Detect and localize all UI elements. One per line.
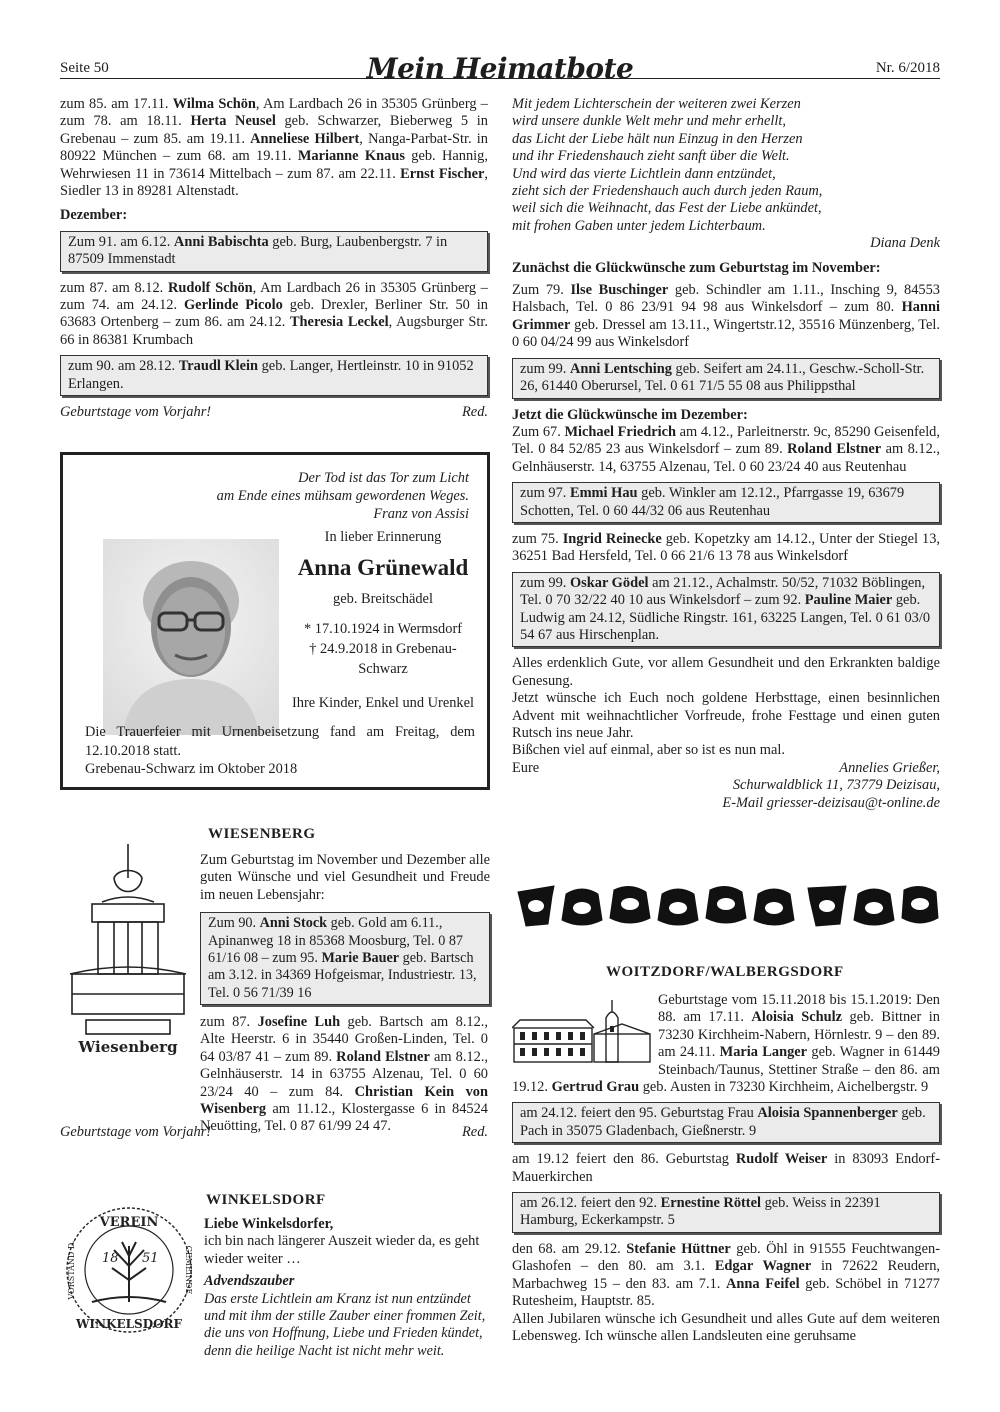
winkelsdorf-seal-icon: [64, 1206, 194, 1334]
obituary-footer: Die Trauerfeier mit Urnenbeisetzung fand am Freitag, dem 12.10.2018 statt. Grebenau-Schwarz im Oktober 2018: [85, 724, 475, 777]
issue-number: Nr. 6/2018: [875, 60, 940, 76]
obituary-quote: Der Tod ist das Tor zum Licht am Ende eines mühsam gewordenen Weges. Franz von Assisi: [216, 470, 469, 522]
highlight-box: Zum 90. Anni Stock geb. Gold am 6.11., Apinanweg 18 in 85368 Moosburg, Tel. 0 87 61/16 08 – zum 95. Marie Bauer geb. Bartsch am 3.12. in 34369 Hofgeismar, Industriestr. 13, Tel. 0 56 71/39 16: [200, 912, 490, 1005]
portrait-photo: [103, 539, 279, 735]
highlight-box: zum 99. Anni Lentsching geb. Seifert am 24.11., Geschw.-Scholl-Str. 26, 61440 Oberursel, Tel. 0 61 71/5 55 08 aus Philippsthal: [512, 358, 940, 399]
highlight-box: am 26.12. feiert den 92. Ernestine Röttel geb. Weiss in 22391 Hamburg, Eckerkampstr. 5: [512, 1192, 940, 1233]
obituary-info: In lieber Erinnerung Anna Grünewald geb. Breitschädel * 17.10.1924 in Wermsdorf † 24.9.2018 in Grebenau-Schwarz Ihre Kinder, Enkel und Urenkel: [288, 527, 478, 713]
svg-text:GEMEINDE: GEMEINDE: [184, 1245, 193, 1295]
section-heading-wiesenberg: WIESENBERG: [208, 826, 316, 842]
section-heading-woitzdorf: WOITZDORF/WALBERGSDORF: [606, 964, 844, 980]
right-column: Mit jedem Lichterschein der weiteren zwei Kerzen wird unsere dunkle Welt mehr und mehr erhellt, das Licht der Liebe hält nun Einzug in den Herzen und ihr Friedenshauch zieht sanft über die Welt. Und wird das vierte Lichtlein dann entzündet, zieht sich der Friedenshauch auch durch jeden Raum, weil sich die Weihnacht, das Fest der Liebe ankündet, mit frohen Gaben unter jedem Lichterbaum. Diana Denk Zunächst die Glückwünsche zum Geburtstag im November: Zum 79. Ilse Buschinger geb. Schindler am 1.11., Insching 9, 84553 Halsbach, Tel. 0 86 23/91 94 98 aus Winkelsdorf – zum 80. Hanni Grimmer geb. Dressel am 13.11., Wingertstr.12, 35516 Münzenberg, Tel. 0 60 04/24 99 aus Winkelsdorf zum 99. Anni Lentsching geb. Seifert am 24.11., Geschw.-Scholl-Str. 26, 61440 Oberursel, Tel. 0 61 71/5 55 08 aus Philippsthal Jetzt die Glückwünsche im Dezember: Zum 67. Michael Friedrich am 4.12., Parleitnerstr. 9c, 85290 Geisenfeld, Tel. 0 84 52/85 23 aus Winkelsdorf – zum 89. Roland Elstner am 8.12., Gelnhäuserstr. 14, 63755 Alzenau, Tel. 0 60 23/24 40 aus Reutenhau zum 97. Emmi Hau geb. Winkler am 12.12., Pfarrgasse 19, 63679 Schotten, Tel. 0 60 44/32 06 aus Reutenhau zum 75. Ingrid Reinecke geb. Kopetzky am 14.12., Unter der Stiegel 13, 36251 Bad Hersfeld, Tel. 0 66 21/6 13 78 aus Winkelsdorf zum 99. Oskar Gödel am 21.12., Achalmstr. 50/52, 71032 Böblingen, Tel. 0 70 32/22 40 10 aus Winkelsdorf – zum 92. Pauline Maier geb. Ludwig am 24.12, Südliche Ringstr. 161, 63225 Langen, Tel. 0 61 03/0 54 67 aus Hirschenplan. Alles erdenklich Gute, vor allem Gesundheit und den Erkrankten baldige Genesung. Jetzt wünsche ich Euch noch goldene Herbsttage, einen besinnlichen Advent mit weihnachtlicher Vorfreude, frohe Festtage und einen guten Rutsch ins neue Jahr. Bißchen viel auf einmal, aber so ist es nun mal. Eure Annelies Grießer, Schurwaldblick 11, 73779 Deizisau, E-Mail griesser-deizisau@t-online.de: [512, 96, 940, 811]
poem-author: Diana Denk: [870, 235, 940, 252]
left-column-top: [60, 96, 488, 422]
nov-birthdays-right: Zum 79. Ilse Buschinger geb. Schindler am 1.11., Insching 9, 84553 Halsbach, Tel. 0 86 23/91 94 98 aus Winkelsdorf – zum 80. Hanni Grimmer geb. Dressel am 13.11., Wingertstr.12, 35516 Münzenberg, Tel. 0 60 04/24 99 aus Winkelsdorf: [512, 282, 940, 351]
reinecke-entry: zum 75. Ingrid Reinecke geb. Kopetzky am 14.12., Unter der Stiegel 13, 36251 Bad Hersfeld, Tel. 0 66 21/6 13 78 aus Winkelsdorf: [512, 530, 940, 565]
deceased-name: Anna Grünewald: [297, 555, 469, 580]
winkelsdorf-text: Liebe Winkelsdorfer, ich bin nach längerer Auszeit wieder da, es geht wieder weiter … Advendszauber Das erste Lichtlein am Kranz ist nun entzündet und mit ihm der stille Zauber einer frommen Zeit, die uns von Hoffnung, Liebe und Frieden kündet, denn die heilige Nacht ist nicht mehr weit.: [204, 1216, 486, 1359]
svg-text:VORSTAND D.: VORSTAND D.: [67, 1240, 76, 1300]
newspaper-logo: Mein Heimatbote: [366, 52, 634, 85]
highlight-box: zum 90. am 28.12. Traudl Klein geb. Langer, Hertleinstr. 10 in 91052 Erlangen.: [60, 355, 488, 396]
wiesenberg-list: zum 87. Josefine Luh geb. Bartsch am 8.12., Alte Heerstr. 6 in 35440 Großen-Linden, Tel. 0 64 03/87 41 – zum 89. Roland Elstner am 8.12., Gelnhäuserstr. 14 in 63755 Alzenau, Tel. 0 60 23/24 40 – zum 84. Christian Kein von Wisenberg am 11.12., Klostergasse 6 in 84524 Neuötting, Tel. 0 87 61/99 24 47.: [200, 1014, 489, 1135]
nov-birthdays: zum 85. am 17.11. Wilma Schön, Am Lardbach 26 in 35305 Grünberg – zum 78. am 18.11. Herta Neusel geb. Schwarzer, Bieberweg 5 in Grebenau – zum 85. am 19.11. Anneliese Hilbert, Nanga-Parbat-Str. in 80922 München – zum 68. am 19.11. Marianne Knaus geb. Hannig, Wehrwiesen 11 in 73614 Mittelbach – zum 87. am 22.11. Ernst Fischer, Siedler 13 in 89281 Altenstadt.: [60, 96, 488, 200]
obituary-box: [60, 452, 490, 790]
dec-birthdays: zum 87. am 8.12. Rudolf Schön, Am Lardbach 26 in 35305 Grünberg – zum 74. am 24.12. Gerlinde Picolo geb. Drexler, Berliner Str. 50 in 63683 Ortenberg – zum 86. am 24.12. Theresia Leckel, Augsburger Str. 66 in 86381 Krumbach: [60, 279, 488, 348]
page-number: Seite 50: [60, 60, 109, 76]
dec-birthdays-right: Zum 67. Michael Friedrich am 4.12., Parleitnerstr. 9c, 85290 Geisenfeld, Tel. 0 84 52/85 23 aus Winkelsdorf – zum 89. Roland Elstner am 8.12., Gelnhäuserstr. 14, 63755 Alzenau, Tel. 0 60 23/24 40 aus Reutenhau: [512, 423, 940, 475]
note-row: Geburtstage vom Vorjahr! Red.: [60, 404, 488, 421]
svg-text:51: 51: [142, 1251, 159, 1266]
svg-text:VEREIN: VEREIN: [99, 1215, 159, 1230]
december-heading-right: Jetzt die Glückwünsche im Dezember:: [512, 406, 748, 423]
section-heading-winkelsdorf: WINKELSDORF: [206, 1192, 326, 1208]
svg-text:WINKELSDORF: WINKELSDORF: [75, 1317, 183, 1331]
bells-ornament-icon: [512, 880, 940, 932]
woitzdorf-intro: Geburtstage vom 15.11.2018 bis 15.1.2019: Den 88. am 17.11. Aloisia Schulz geb. Bittner in 73230 Kirchheim-Nabern, Hörnlestr. 9 – den 89. am 24.11. Maria Langer geb. Wagner in 61449 Steinbach/Taunus, Stettiner Straße – den 86. am 19.12. Gertrud Grau geb. Austen in 73230 Kirchheim, Aichelbergstr. 9 am 24.12. feiert den 95. Geburtstag Frau Aloisia Spannenberger geb. Pach in 35075 Gladenbach, Gießnerstr. 9 am 19.12 feiert den 86. Geburtstag Rudolf Weiser in 83093 Endorf-Mauerkirchen am 26.12. feiert den 92. Ernestine Röttel geb. Weiss in 22391 Hamburg, Eckerkampstr. 5 den 68. am 29.12. Stefanie Hüttner geb. Öhl in 91555 Feuchtwangen-Glashofen – den 80. am 3.1. Edgar Wagner in 72622 Reudern, Marbachweg 15 – den 83. am 7.1. Anna Feifel geb. Schöbel in 71277 Rutesheim, Hauptstr. 85. Allen Jubilaren wünsche ich Gesundheit und alles Gute auf dem weiteren Lebensweg. Ich wünsche allen Landsleuten eine geruhsame: [512, 992, 941, 1344]
svg-text:18: 18: [102, 1251, 119, 1266]
highlight-box: zum 99. Oskar Gödel am 21.12., Achalmstr. 50/52, 71032 Böblingen, Tel. 0 70 32/22 40 10 aus Winkelsdorf – zum 92. Pauline Maier geb. Ludwig am 24.12, Südliche Ringstr. 161, 63225 Langen, Tel. 0 61 03/0 54 67 aus Hirschenplan.: [512, 572, 940, 648]
svg-text:Wiesenberg: Wiesenberg: [78, 1038, 178, 1056]
highlight-box: am 24.12. feiert den 95. Geburtstag Frau Aloisia Spannenberger geb. Pach in 35075 Gladenbach, Gießnerstr. 9: [512, 1102, 940, 1143]
header-rule: [60, 78, 940, 79]
december-heading: Dezember:: [60, 207, 128, 224]
advent-poem: Mit jedem Lichterschein der weiteren zwei Kerzen wird unsere dunkle Welt mehr und mehr erhellt, das Licht der Liebe hält nun Einzug in den Herzen und ihr Friedenshauch zieht sanft über die Welt. Und wird das vierte Lichtlein dann entzündet, zieht sich der Friedenshauch auch durch jeden Raum, weil sich die Weihnacht, das Fest der Liebe ankündet, mit frohen Gaben unter jedem Lichterbaum.: [512, 96, 823, 234]
page-header: [0, 52, 1000, 92]
note-row: Geburtstage vom Vorjahr! Red.: [60, 1124, 488, 1140]
highlight-box: Zum 91. am 6.12. Anni Babischta geb. Burg, Laubenbergstr. 7 in 87509 Immenstadt: [60, 231, 488, 272]
november-heading: Zunächst die Glückwünsche zum Geburtstag im November:: [512, 259, 881, 276]
highlight-box: zum 97. Emmi Hau geb. Winkler am 12.12., Pfarrgasse 19, 63679 Schotten, Tel. 0 60 44/32 06 aus Reutenhau: [512, 482, 940, 523]
wiesenberg-intro: Zum Geburtstag im November und Dezember alle guten Wünsche und viel Gesundheit und Freude im neuen Lebensjahr: Zum 90. Anni Stock geb. Gold am 6.11., Apinanweg 18 in 85368 Moosburg, Tel. 0 87 61/16 08 – zum 95. Marie Bauer geb. Bartsch am 3.12. in 34369 Hofgeismar, Industriestr. 13, Tel. 0 56 71/39 16: [200, 852, 490, 1013]
